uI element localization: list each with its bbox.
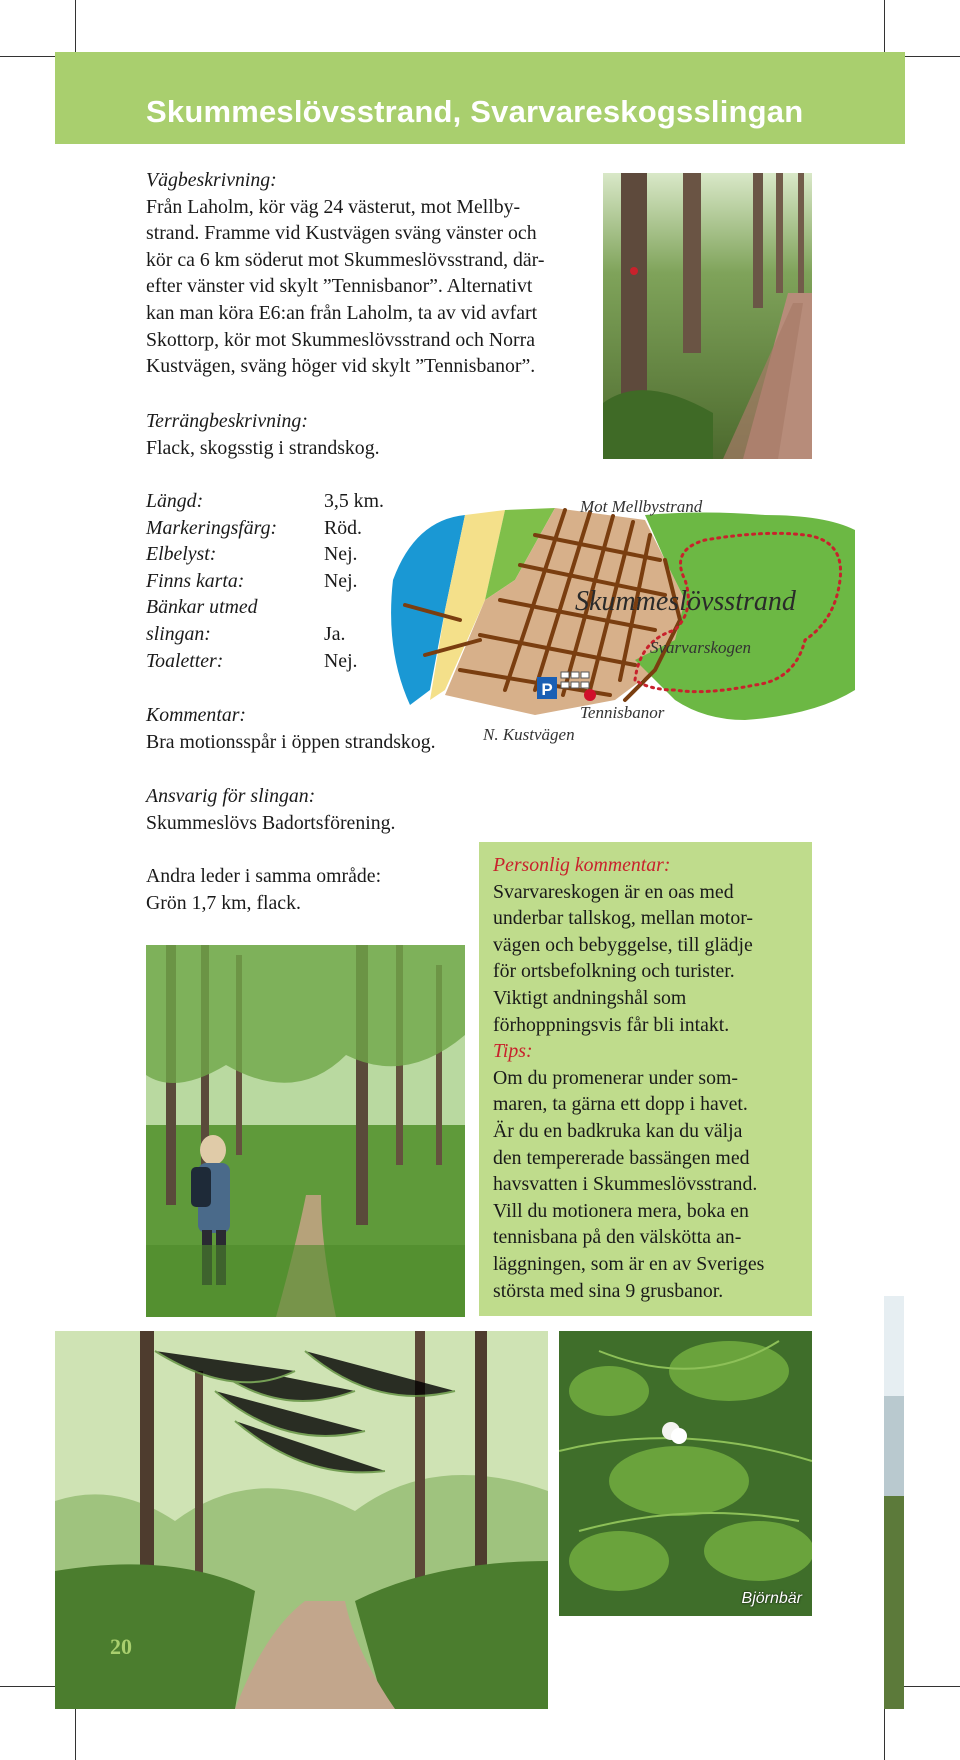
forest-path-photo (603, 173, 812, 459)
crop-mark (898, 1686, 960, 1687)
personal-comment-box (479, 842, 812, 1316)
tips-line: tennisbana på den välskötta an- (493, 1226, 742, 1249)
photo-caption: Björnbär (741, 1590, 802, 1607)
tips-line: den tempererade bassängen med (493, 1146, 750, 1169)
tips-line: läggningen, som är en av Sveriges (493, 1252, 765, 1275)
personal-line: Svarvareskogen är en oas med (493, 880, 734, 903)
crop-mark (0, 56, 60, 57)
directions-heading: Vägbeskrivning: (146, 169, 277, 191)
responsible-heading: Ansvarig för slingan: (146, 785, 316, 807)
fact-value: Nej. (324, 569, 358, 592)
fact-value: Röd. (324, 516, 362, 539)
crop-mark (0, 1686, 60, 1687)
directions-line: efter vänster vid skylt ”Tennisbanor”. Alternativt (146, 275, 533, 298)
crop-mark (75, 0, 76, 60)
tips-line: havsvatten i Skummeslövsstrand. (493, 1173, 758, 1196)
fact-label: Markeringsfärg: (146, 516, 278, 539)
svg-text:N. Kustvägen: N. Kustvägen (483, 725, 575, 744)
crop-mark (884, 0, 885, 60)
crop-mark (75, 1700, 76, 1760)
fact-row (146, 488, 384, 515)
tips-line: Vill du motionera mera, boka en (493, 1199, 749, 1222)
other-trails-line: Grön 1,7 km, flack. (146, 891, 301, 914)
svg-text:Svarvarskogen: Svarvarskogen (650, 638, 752, 657)
hiker-photo (146, 945, 465, 1317)
directions-line: Kustvägen, sväng höger vid skylt ”Tennisbanor”. (146, 355, 536, 378)
start-point-icon (584, 689, 596, 701)
directions-line: Skottorp, kör mot Skummeslövsstrand och Norra (146, 328, 535, 351)
personal-line: för ortsbefolkning och turister. (493, 960, 735, 983)
tips-line: Om du promenerar under som- (493, 1066, 738, 1089)
adjacent-page-strip (884, 1296, 904, 1709)
fact-row (146, 568, 384, 595)
crop-mark (898, 56, 960, 57)
responsible-text: Skummeslövs Badortsförening. (146, 811, 396, 834)
fact-label: Toaletter: (146, 649, 224, 672)
directions-section (146, 167, 606, 380)
tips-heading: Tips: (493, 1040, 533, 1063)
comment-heading: Kommentar: (146, 704, 246, 726)
personal-line: förhoppningsvis får bli intakt. (493, 1013, 730, 1036)
fact-value: Nej. (324, 543, 358, 566)
svg-text:Tennisbanor: Tennisbanor (580, 703, 665, 722)
fact-row (146, 541, 384, 568)
other-trails-section (146, 863, 466, 916)
fact-row (146, 594, 384, 621)
directions-line: strand. Framme vid Kustvägen sväng vänster och (146, 222, 537, 245)
directions-line: kör ca 6 km söderut mot Skummeslövsstrand, där- (146, 248, 545, 271)
directions-line: Från Laholm, kör väg 24 västerut, mot Mellby- (146, 195, 521, 218)
other-trails-line: Andra leder i samma område: (146, 865, 382, 887)
fact-value: Ja. (324, 622, 346, 645)
page-title: Skummeslövsstrand, Svarvareskogsslingan (146, 94, 804, 129)
fact-label: Elbelyst: (146, 543, 217, 566)
fact-row (146, 621, 384, 648)
fact-label: Finns karta: (146, 569, 245, 592)
fact-value: Nej. (324, 649, 358, 672)
page-number: 20 (110, 1634, 132, 1659)
directions-line: kan man köra E6:an från Laholm, ta av vid avfart (146, 301, 538, 324)
fact-value: 3,5 km. (324, 490, 384, 512)
personal-heading: Personlig kommentar: (493, 854, 671, 876)
tips-line: maren, ta gärna ett dopp i havet. (493, 1093, 748, 1116)
fact-label: Bänkar utmed (146, 596, 258, 619)
svg-text:Skummeslövsstrand: Skummeslövsstrand (575, 586, 796, 617)
terrain-section (146, 408, 566, 461)
svg-text:Mot Mellbystrand: Mot Mellbystrand (580, 497, 703, 516)
comment-text: Bra motionsspår i öppen strandskog. (146, 730, 436, 753)
personal-line: vägen och bebyggelse, till glädje (493, 933, 753, 956)
fact-label: slingan: (146, 622, 211, 645)
tips-line: största med sina 9 grusbanor. (493, 1279, 724, 1302)
crop-mark (884, 1700, 885, 1760)
facts-list (146, 488, 384, 674)
fact-row (146, 648, 384, 675)
blackberry-photo (559, 1331, 812, 1616)
fact-row (146, 515, 384, 542)
title-band (55, 52, 905, 144)
fact-label: Längd: (146, 490, 204, 512)
terrain-text: Flack, skogsstig i strandskog. (146, 436, 380, 459)
personal-line: Viktigt andningshål som (493, 986, 687, 1009)
tips-line: Är du en badkruka kan du välja (493, 1119, 743, 1142)
terrain-heading: Terrängbeskrivning: (146, 410, 308, 432)
personal-line: underbar tallskog, mellan motor- (493, 907, 753, 930)
comment-section (146, 702, 486, 755)
responsible-section (146, 783, 486, 836)
svg-text:P: P (541, 680, 553, 699)
